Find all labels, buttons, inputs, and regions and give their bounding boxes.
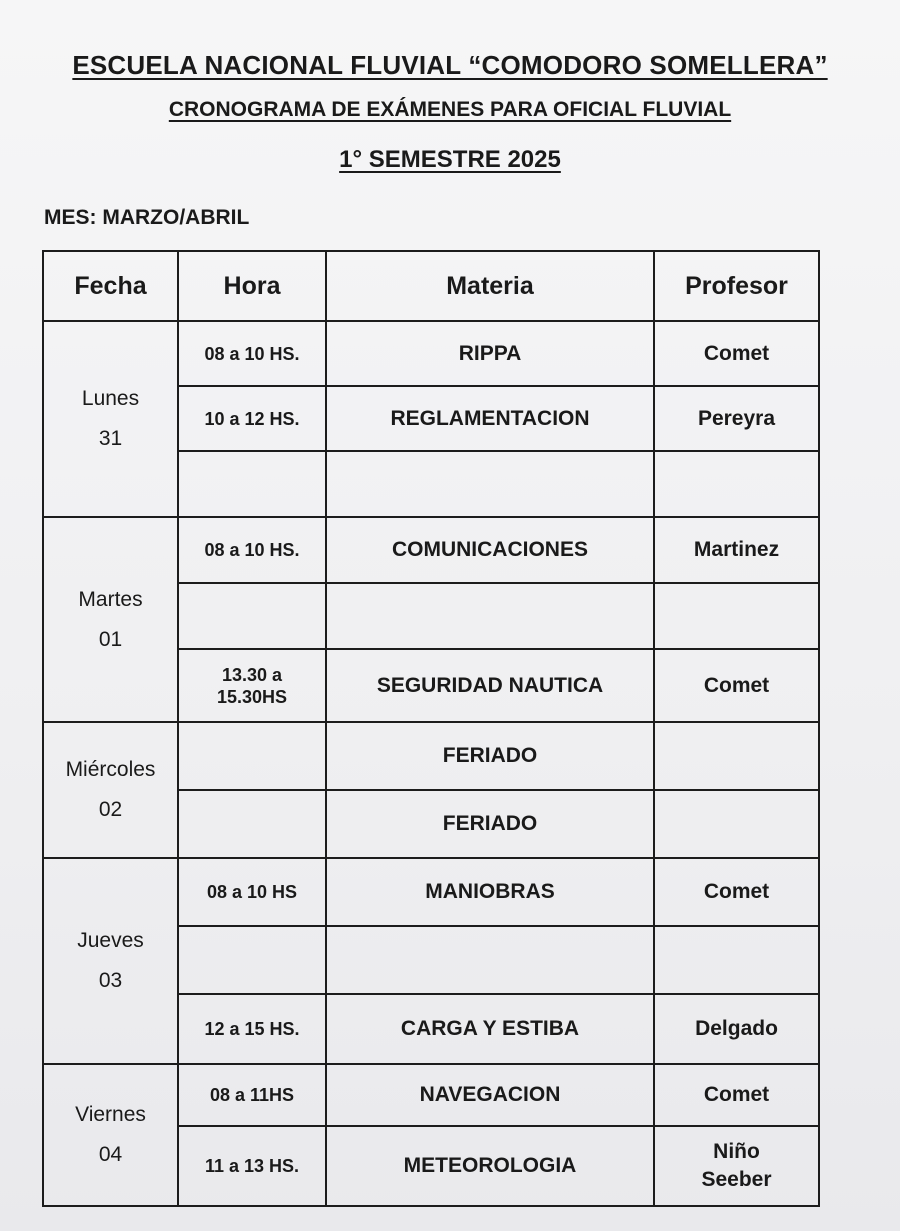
date-cell [43,722,178,858]
materia-cell: FERIADO [326,722,654,790]
date-cell [43,858,178,1064]
profesor-text: Comet [703,673,770,697]
hora-text-line2: 15.30HS [216,686,288,707]
table-row [43,517,819,583]
exam-schedule-table [42,250,820,1207]
table-row [43,858,819,926]
materia-cell: REGLAMENTACION [326,386,654,451]
day-number: 01 [98,627,123,651]
profesor-cell [654,1126,819,1206]
profesor-cell [654,386,819,451]
month-label: MES: MARZO/ABRIL [44,206,250,229]
hora-cell [178,1064,326,1126]
hora-cell [178,451,326,517]
date-cell [43,517,178,722]
header-fecha: Fecha [43,251,178,321]
hora-cell [178,386,326,451]
hora-cell [178,722,326,790]
hora-cell [178,790,326,858]
hora-cell [178,926,326,994]
day-number: 04 [98,1143,123,1166]
date-cell [43,1064,178,1206]
materia-cell: MANIOBRAS [326,858,654,926]
materia-cell: FERIADO [326,790,654,858]
profesor-cell [654,790,819,858]
materia-cell: METEOROLOGIA [326,1126,654,1206]
hora-cell [178,994,326,1064]
header-profesor: Profesor [654,251,819,321]
table-row [43,722,819,790]
hora-text: 08 a 10 HS [206,882,298,902]
hora-text: 13.30 a [221,664,283,685]
materia-cell: NAVEGACION [326,1064,654,1126]
date-cell [43,321,178,517]
table-body [43,321,819,1206]
profesor-cell [654,1064,819,1126]
day-name: Lunes [81,387,140,410]
profesor-cell [654,994,819,1064]
school-title: ESCUELA NACIONAL FLUVIAL “COMODORO SOMELLERA” [72,50,828,80]
hora-cell [178,1126,326,1206]
hora-text: 08 a 10 HS. [204,540,300,560]
profesor-cell [654,722,819,790]
profesor-cell [654,321,819,386]
profesor-cell [654,517,819,583]
day-name: Miércoles [65,758,156,781]
materia-cell [326,451,654,517]
day-number: 02 [98,798,123,821]
semester-title: 1° SEMESTRE 2025 [339,146,561,173]
day-name: Viernes [75,1103,146,1126]
table-row [43,321,819,386]
header-materia: Materia [326,251,654,321]
day-number: 03 [98,969,123,992]
hora-cell [178,517,326,583]
profesor-text: Niño [713,1140,760,1163]
hora-text: 12 a 15 HS. [204,1019,300,1039]
profesor-cell [654,649,819,722]
profesor-cell [654,926,819,994]
day-name: Martes [78,587,143,611]
hora-cell [178,858,326,926]
profesor-text: Comet [703,341,770,365]
profesor-text: Pereyra [697,406,776,430]
materia-cell [326,926,654,994]
header-hora: Hora [178,251,326,321]
hora-cell [178,649,326,722]
materia-cell: COMUNICACIONES [326,517,654,583]
materia-cell: CARGA Y ESTIBA [326,994,654,1064]
day-name: Jueves [77,929,144,952]
hora-cell [178,321,326,386]
profesor-text: Delgado [695,1017,778,1040]
hora-text: 10 a 12 HS. [204,408,300,429]
hora-text: 08 a 10 HS. [204,343,300,364]
profesor-cell [654,858,819,926]
profesor-cell [654,583,819,649]
hora-text: 08 a 11HS [209,1085,295,1105]
day-number: 31 [98,427,123,450]
profesor-text: Martinez [693,538,780,561]
table-row [43,1064,819,1126]
materia-cell: RIPPA [326,321,654,386]
hora-cell [178,583,326,649]
table-header-row [43,251,819,321]
schedule-subtitle: CRONOGRAMA DE EXÁMENES PARA OFICIAL FLUVIAL [168,98,732,121]
materia-cell: SEGURIDAD NAUTICA [326,649,654,722]
profesor-text: Comet [703,1083,770,1106]
profesor-text-line2: Seeber [701,1168,772,1191]
profesor-text: Comet [703,880,770,903]
hora-text: 11 a 13 HS. [204,1156,300,1176]
materia-cell [326,583,654,649]
profesor-cell [654,451,819,517]
